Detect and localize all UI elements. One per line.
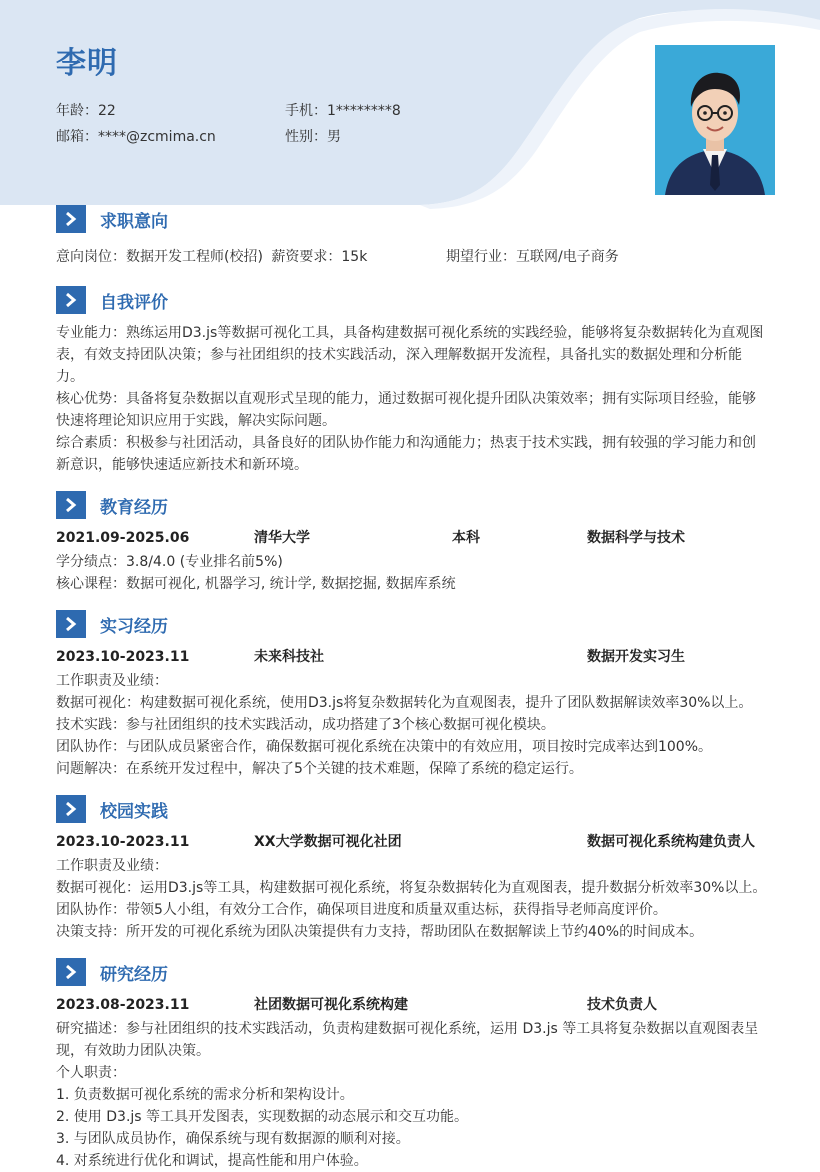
intent-industry: 期望行业：互联网/电子商务: [446, 249, 619, 265]
section-campus-header: [56, 795, 168, 823]
education-degree: 本科: [452, 530, 480, 546]
internship-details: [56, 670, 768, 780]
intent-position: 意向岗位：数据开发工程师(校招): [56, 249, 263, 265]
education-date: 2021.09-2025.06: [56, 530, 190, 546]
research-line: 个人职责：: [56, 1065, 126, 1081]
research-org: 社团数据可视化系统构建: [254, 997, 408, 1013]
education-details: [56, 551, 768, 595]
education-line: 核心课程：数据可视化, 机器学习, 统计学, 数据挖掘, 数据库系统: [56, 576, 456, 592]
section-research-header: [56, 958, 168, 986]
research-role: 技术负责人: [587, 997, 657, 1013]
chevron-right-icon: [56, 958, 86, 986]
self-eval-paragraph: 专业能力：熟练运用D3.js等数据可视化工具，具备构建数据可视化系统的实践经验，能够将复杂数据转化为直观图表，有效支持团队决策；参与社团组织的技术实践活动，深入理解数据开发流程，具备扎实的数据处理和分析能力。: [56, 325, 764, 385]
chevron-right-icon: [56, 795, 86, 823]
gender-field: 性别：男: [285, 129, 341, 145]
section-internship-header: [56, 610, 168, 638]
research-line: 3. 与团队成员协作，确保系统与现有数据源的顺利对接。: [56, 1131, 410, 1147]
research-line: 2. 使用 D3.js 等工具开发图表，实现数据的动态展示和交互功能。: [56, 1109, 469, 1125]
research-details: [56, 1018, 768, 1172]
campus-date: 2023.10-2023.11: [56, 834, 190, 850]
internship-line: 问题解决：在系统开发过程中，解决了5个关键的技术难题，保障了系统的稳定运行。: [56, 761, 583, 777]
profile-photo: [655, 45, 775, 195]
self-eval-paragraph: 综合素质：积极参与社团活动，具备良好的团队协作能力和沟通能力；热衷于技术实践，拥有较强的学习能力和创新意识，能够快速适应新技术和新环境。: [56, 435, 756, 473]
campus-line: 团队协作：带领5人小组，有效分工合作，确保项目进度和质量双重达标，获得指导老师高度评价。: [56, 902, 667, 918]
section-title: 校园实践: [100, 801, 168, 822]
education-major: 数据科学与技术: [587, 530, 685, 546]
internship-org: 未来科技社: [254, 649, 324, 665]
campus-details: [56, 855, 768, 943]
chevron-right-icon: [56, 205, 86, 233]
chevron-right-icon: [56, 610, 86, 638]
education-school: 清华大学: [254, 530, 310, 546]
section-title: 教育经历: [100, 497, 168, 518]
section-title: 自我评价: [100, 292, 168, 313]
internship-line: 团队协作：与团队成员紧密合作，确保数据可视化系统在决策中的有效应用，项目按时完成率达到100%。: [56, 739, 713, 755]
candidate-name: 李明: [56, 46, 118, 81]
education-line: 学分绩点：3.8/4.0 (专业排名前5%): [56, 554, 283, 570]
internship-role: 数据开发实习生: [587, 649, 685, 665]
section-title: 实习经历: [100, 616, 168, 637]
section-education-header: [56, 491, 168, 519]
campus-role: 数据可视化系统构建负责人: [587, 834, 755, 850]
phone-field: 手机：1********8: [285, 103, 401, 119]
section-title: 研究经历: [100, 964, 168, 985]
chevron-right-icon: [56, 286, 86, 314]
self-eval-paragraph: 核心优势：具备将复杂数据以直观形式呈现的能力，通过数据可视化提升团队决策效率；拥有实际项目经验，能够快速将理论知识应用于实践，解决实际问题。: [56, 391, 756, 429]
internship-line: 数据可视化：构建数据可视化系统，使用D3.js将复杂数据转化为直观图表，提升了团队数据解读效率30%以上。: [56, 695, 753, 711]
research-date: 2023.08-2023.11: [56, 997, 190, 1013]
campus-line: 决策支持：所开发的可视化系统为团队决策提供有力支持，帮助团队在数据解读上节约40%的时间成本。: [56, 924, 704, 940]
research-line: 4. 对系统进行优化和调试，提高性能和用户体验。: [56, 1153, 368, 1169]
email-field: 邮箱：****@zcmima.cn: [56, 129, 216, 145]
internship-line: 技术实践：参与社团组织的技术实践活动，成功搭建了3个核心数据可视化模块。: [56, 717, 555, 733]
campus-line: 工作职责及业绩：: [56, 858, 168, 874]
chevron-right-icon: [56, 491, 86, 519]
internship-line: 工作职责及业绩：: [56, 673, 168, 689]
internship-date: 2023.10-2023.11: [56, 649, 190, 665]
campus-org: XX大学数据可视化社团: [254, 834, 402, 850]
intent-salary: 薪资要求：15k: [271, 249, 368, 265]
research-line: 研究描述：参与社团组织的技术实践活动，负责构建数据可视化系统，运用 D3.js 等工具将复杂数据以直观图表呈现，有效助力团队决策。: [56, 1021, 759, 1059]
self-eval-body: [56, 322, 768, 476]
research-line: 1. 负责数据可视化系统的需求分析和架构设计。: [56, 1087, 354, 1103]
campus-line: 数据可视化：运用D3.js等工具，构建数据可视化系统，将复杂数据转化为直观图表，提升数据分析效率30%以上。: [56, 880, 767, 896]
section-self-eval-header: [56, 286, 168, 314]
section-intent-header: [56, 205, 168, 233]
section-title: 求职意向: [100, 211, 168, 232]
intent-row: [56, 246, 768, 268]
age-field: 年龄：22: [56, 103, 116, 119]
